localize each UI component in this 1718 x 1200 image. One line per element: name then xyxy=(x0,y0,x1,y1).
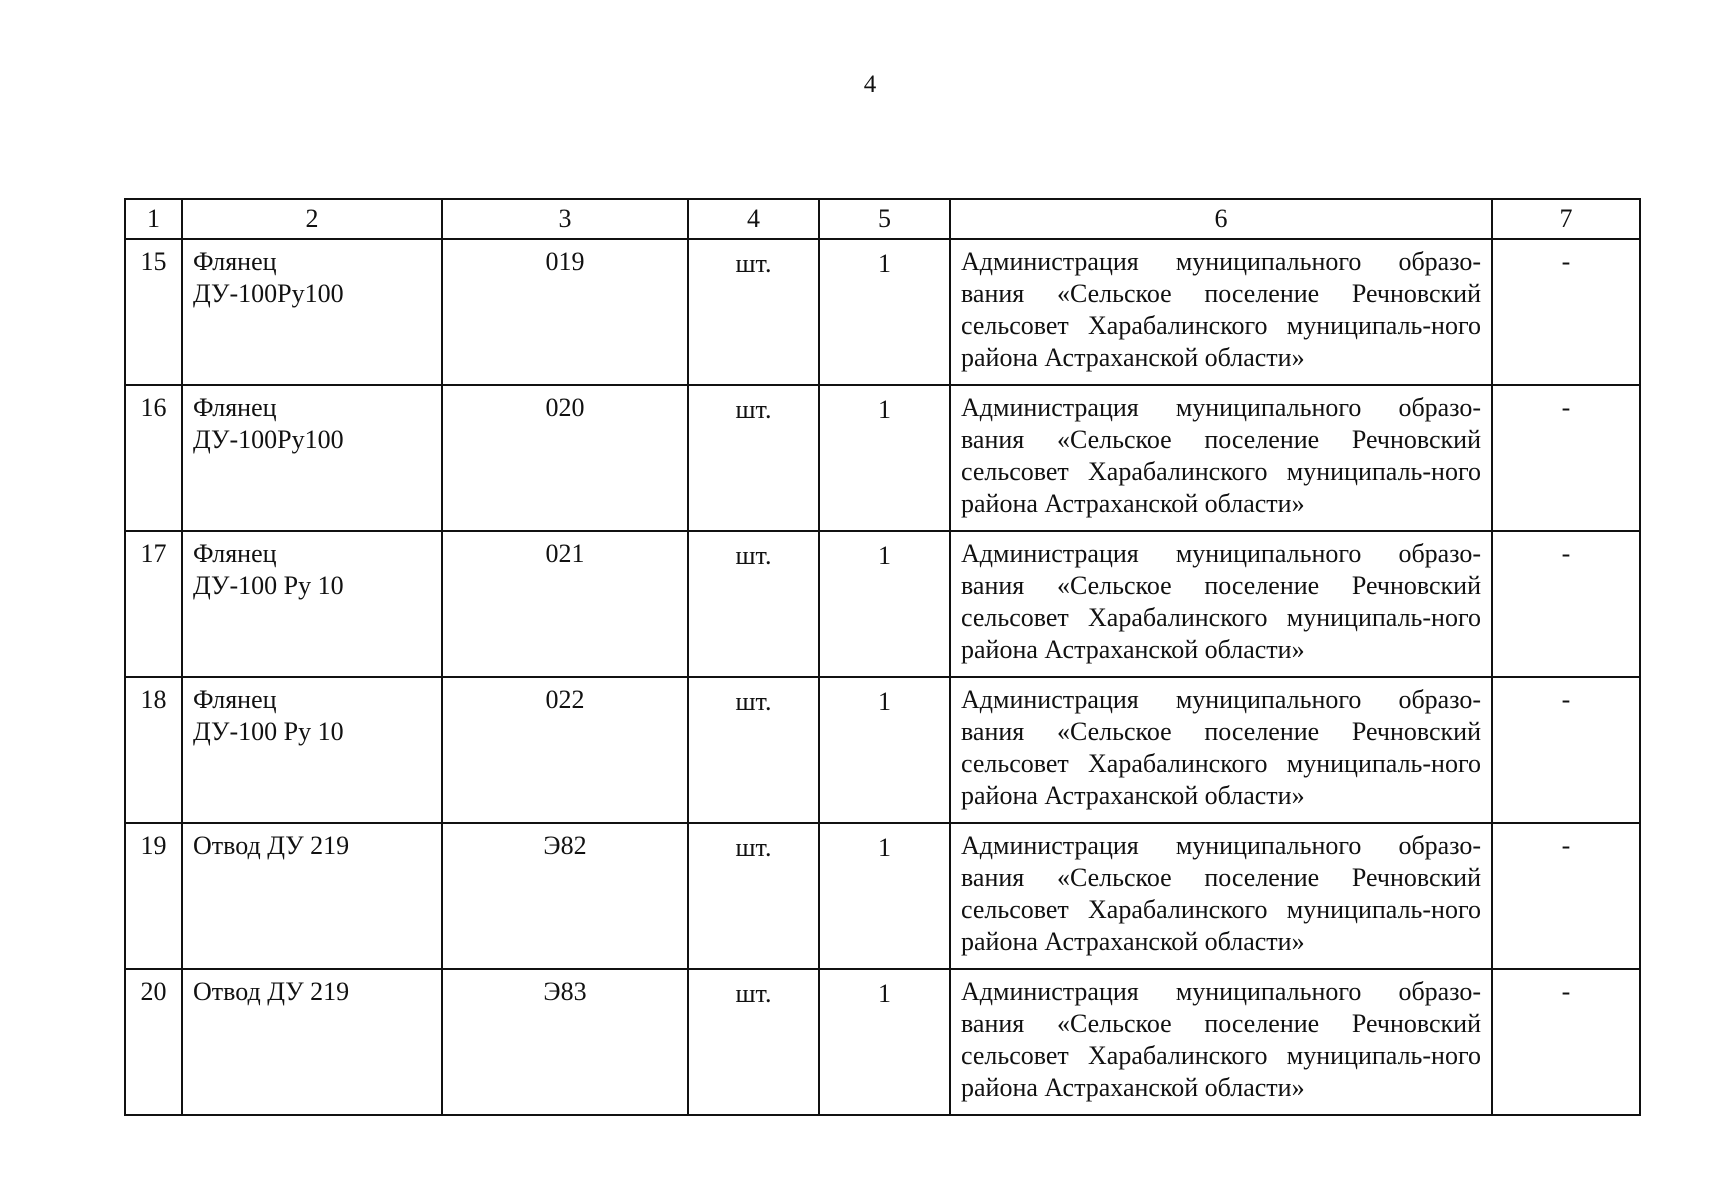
item-name-line1: Флянец xyxy=(193,685,277,714)
header-cell-3: 3 xyxy=(442,199,688,239)
item-owner: Администрация муниципального образо-вания «Сельское поселение Речновский сельсовет Харабалинского муниципаль-ного района Астраханской области» xyxy=(950,969,1492,1115)
item-code: Э82 xyxy=(442,823,688,969)
row-number: 20 xyxy=(125,969,182,1115)
item-name xyxy=(182,969,442,1115)
row-number: 18 xyxy=(125,677,182,823)
item-quantity: 1 xyxy=(819,823,950,969)
item-name xyxy=(182,823,442,969)
row-number: 16 xyxy=(125,385,182,531)
item-name-line2: ДУ-100Ру100 xyxy=(193,425,344,454)
header-cell-2: 2 xyxy=(182,199,442,239)
item-code: 019 xyxy=(442,239,688,385)
item-name-line2: ДУ-100 Ру 10 xyxy=(193,717,344,746)
item-name-line1: Флянец xyxy=(193,393,277,422)
page-number: 4 xyxy=(863,71,877,98)
item-note: - xyxy=(1492,239,1640,385)
header-cell-4: 4 xyxy=(688,199,819,239)
table-row xyxy=(125,677,1640,823)
item-code: 021 xyxy=(442,531,688,677)
table-body xyxy=(125,239,1640,1115)
item-unit: шт. xyxy=(688,969,819,1115)
item-quantity: 1 xyxy=(819,239,950,385)
table-row xyxy=(125,531,1640,677)
item-quantity: 1 xyxy=(819,531,950,677)
item-name-line2: ДУ-100 Ру 10 xyxy=(193,571,344,600)
item-unit: шт. xyxy=(688,385,819,531)
item-name xyxy=(182,677,442,823)
item-name-line1: Флянец xyxy=(193,247,277,276)
item-note: - xyxy=(1492,823,1640,969)
table-row xyxy=(125,385,1640,531)
item-name xyxy=(182,531,442,677)
table-row xyxy=(125,969,1640,1115)
item-note: - xyxy=(1492,677,1640,823)
table-header xyxy=(125,199,1640,239)
item-name-line1: Флянец xyxy=(193,539,277,568)
header-cell-6: 6 xyxy=(950,199,1492,239)
table-row xyxy=(125,823,1640,969)
item-owner: Администрация муниципального образо-вания «Сельское поселение Речновский сельсовет Харабалинского муниципаль-ного района Астраханской области» xyxy=(950,385,1492,531)
item-unit: шт. xyxy=(688,531,819,677)
item-name-line1: Отвод ДУ 219 xyxy=(193,977,350,1006)
header-cell-7: 7 xyxy=(1492,199,1640,239)
header-cell-5: 5 xyxy=(819,199,950,239)
item-owner: Администрация муниципального образо-вания «Сельское поселение Речновский сельсовет Харабалинского муниципаль-ного района Астраханской области» xyxy=(950,823,1492,969)
item-name xyxy=(182,385,442,531)
item-quantity: 1 xyxy=(819,969,950,1115)
row-number: 17 xyxy=(125,531,182,677)
item-note: - xyxy=(1492,969,1640,1115)
item-quantity: 1 xyxy=(819,385,950,531)
item-code: Э83 xyxy=(442,969,688,1115)
item-unit: шт. xyxy=(688,239,819,385)
item-unit: шт. xyxy=(688,677,819,823)
table-row xyxy=(125,239,1640,385)
item-code: 020 xyxy=(442,385,688,531)
row-number: 19 xyxy=(125,823,182,969)
item-name xyxy=(182,239,442,385)
header-row xyxy=(125,199,1640,239)
item-code: 022 xyxy=(442,677,688,823)
item-name-line1: Отвод ДУ 219 xyxy=(193,831,350,860)
header-cell-1: 1 xyxy=(125,199,182,239)
item-owner: Администрация муниципального образо-вания «Сельское поселение Речновский сельсовет Харабалинского муниципаль-ного района Астраханской области» xyxy=(950,531,1492,677)
item-note: - xyxy=(1492,531,1640,677)
item-quantity: 1 xyxy=(819,677,950,823)
row-number: 15 xyxy=(125,239,182,385)
item-owner: Администрация муниципального образо-вания «Сельское поселение Речновский сельсовет Харабалинского муниципаль-ного района Астраханской области» xyxy=(950,677,1492,823)
item-name-line2: ДУ-100Ру100 xyxy=(193,279,344,308)
property-table xyxy=(124,198,1641,1116)
item-owner: Администрация муниципального образо-вания «Сельское поселение Речновский сельсовет Харабалинского муниципаль-ного района Астраханской области» xyxy=(950,239,1492,385)
item-note: - xyxy=(1492,385,1640,531)
item-unit: шт. xyxy=(688,823,819,969)
